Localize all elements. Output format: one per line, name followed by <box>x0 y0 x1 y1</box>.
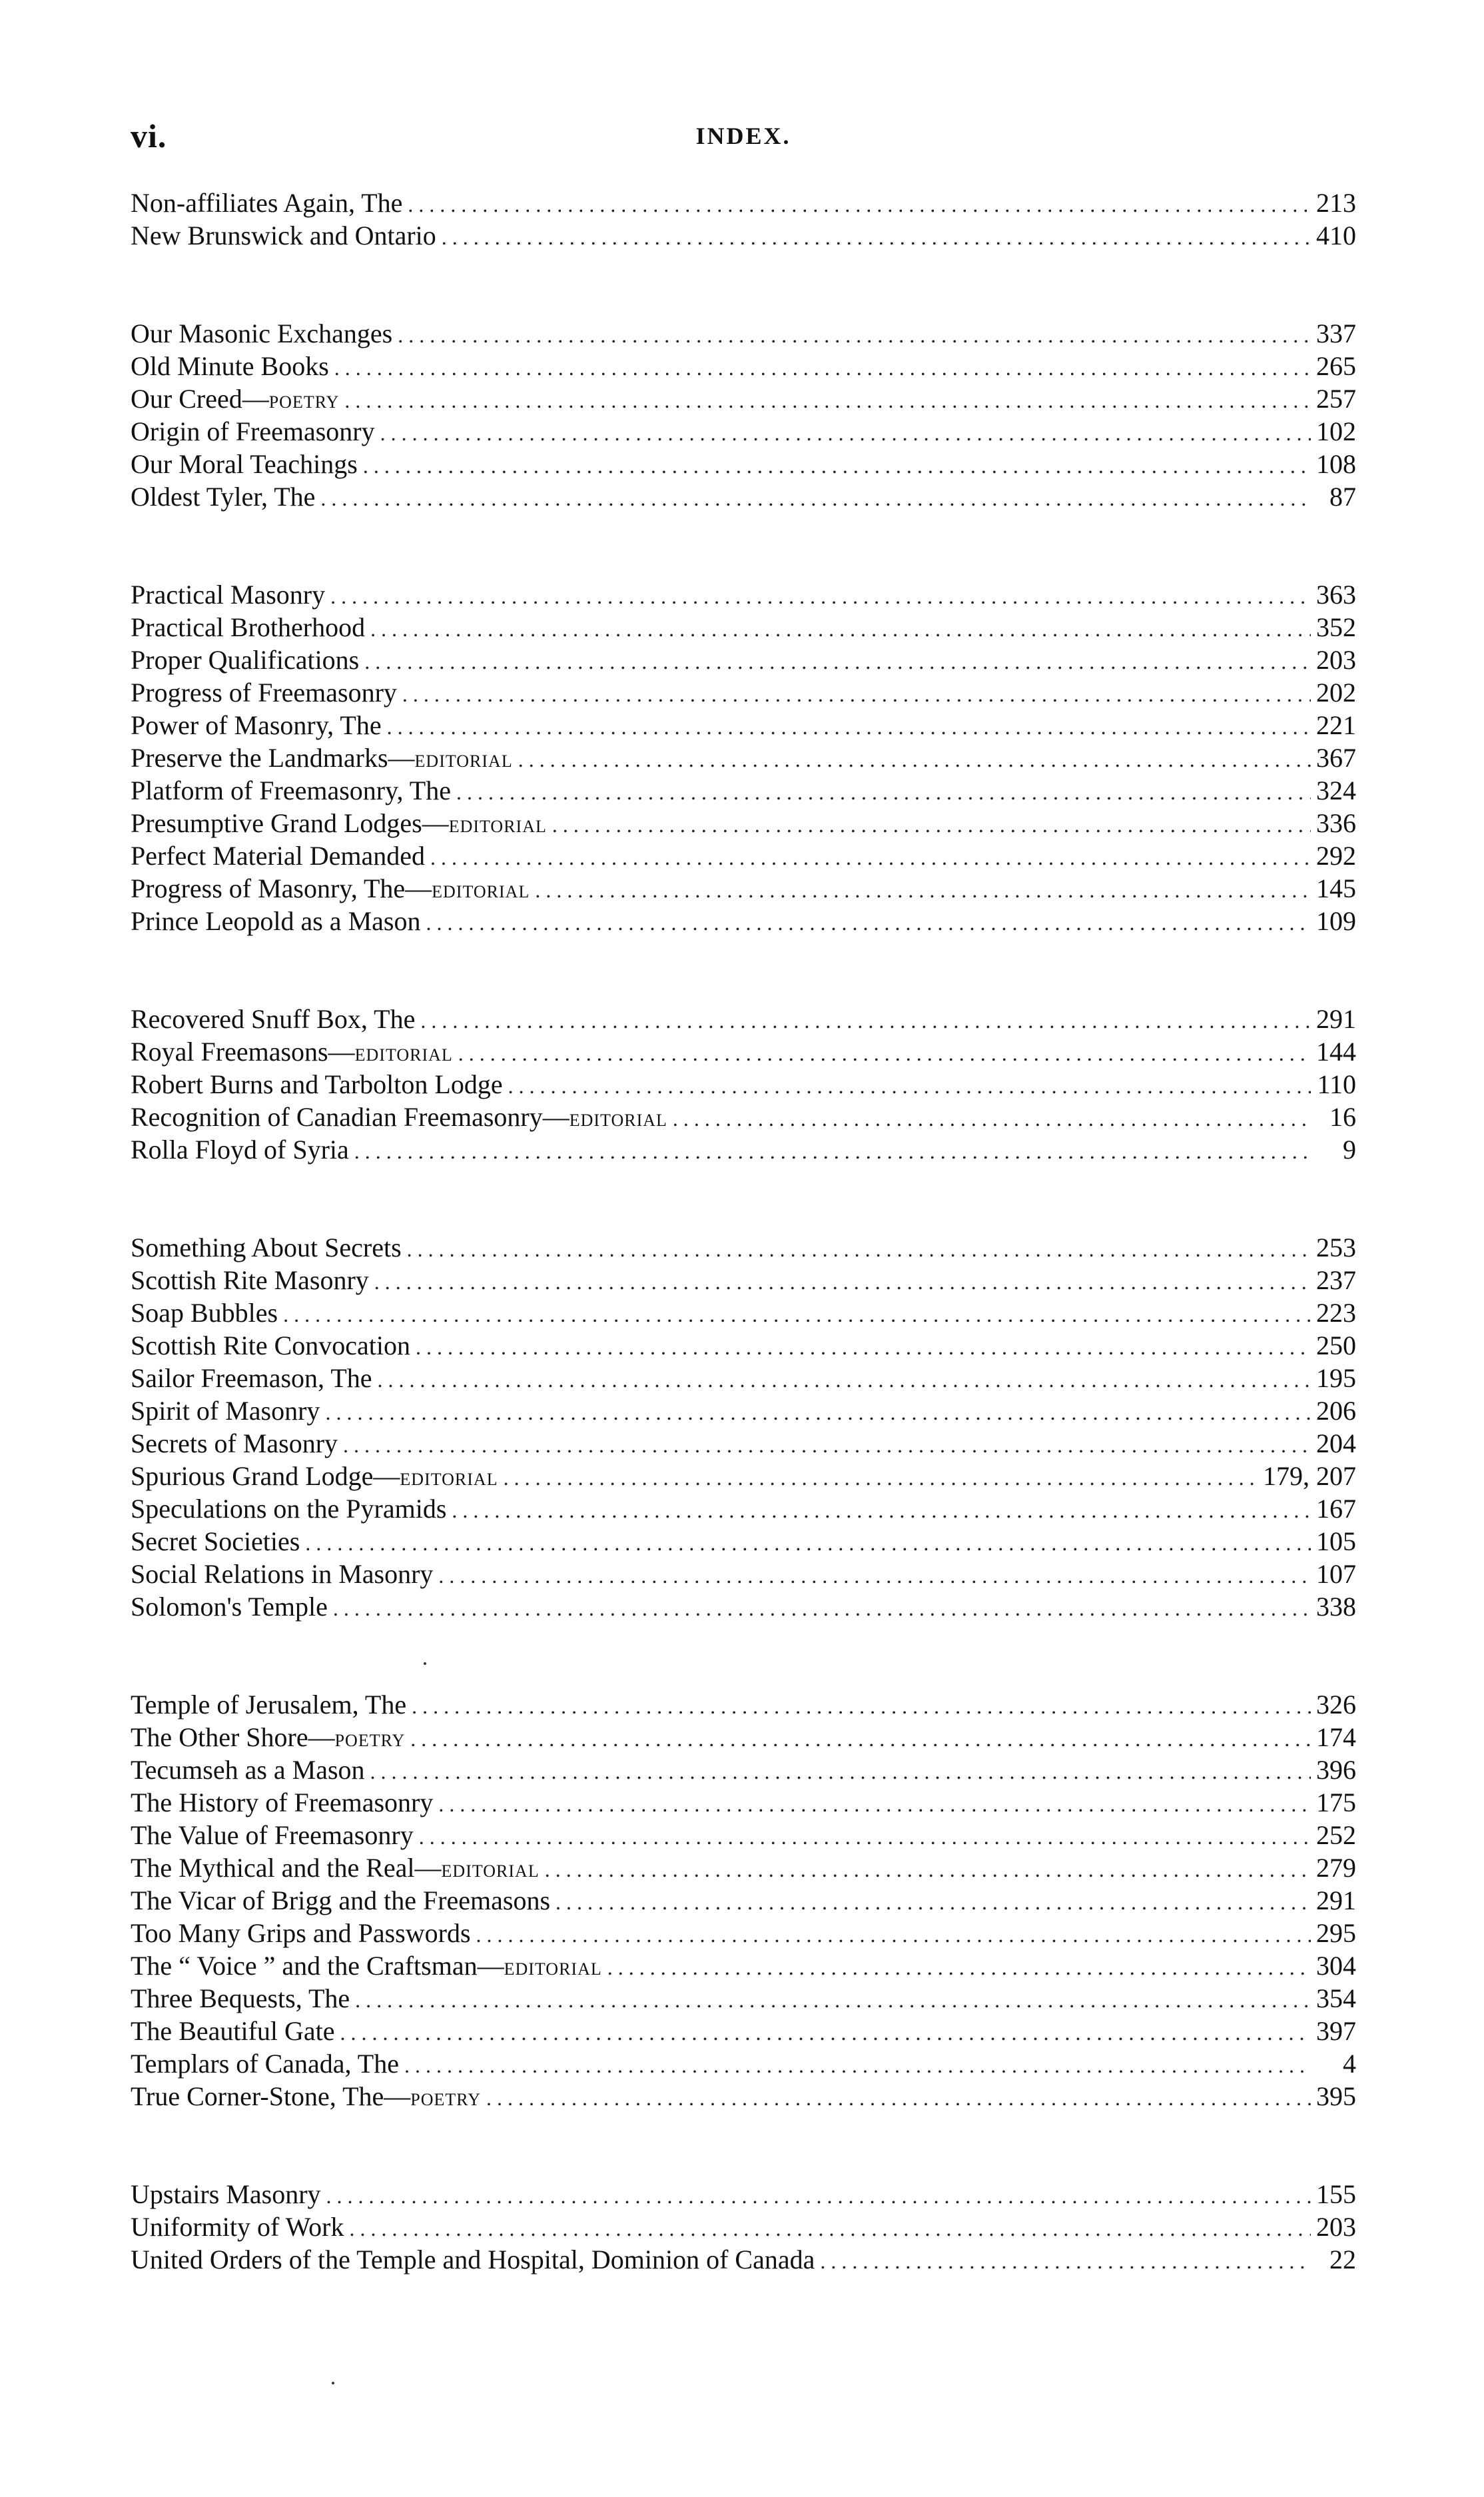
dot-leader <box>402 678 1311 711</box>
entry-title-text: Oldest Tyler, The <box>131 482 316 512</box>
entry-page-number: 324 <box>1316 775 1356 805</box>
index-entry <box>131 1101 1356 1133</box>
entry-page-number: 395 <box>1316 2081 1356 2111</box>
index-entry <box>131 1590 1356 1623</box>
entry-title <box>131 1884 550 1917</box>
entry-title-text: New Brunswick and Ontario <box>131 221 436 250</box>
entry-page-number: 410 <box>1316 221 1356 250</box>
entry-title-text: The History of Freemasonry <box>131 1787 434 1817</box>
entry-title-text: Recognition of Canadian Freemasonry <box>131 1102 543 1132</box>
entry-page-number: 291 <box>1316 1885 1356 1915</box>
entry-title-text: Rolla Floyd of Syria <box>131 1135 349 1165</box>
entry-title <box>131 1851 540 1887</box>
entry-page-number: 144 <box>1316 1037 1356 1067</box>
entry-title-text: Tecumseh as a Mason <box>131 1755 365 1785</box>
index-body <box>131 187 1356 2341</box>
index-entry <box>131 709 1356 742</box>
entry-title <box>131 1068 503 1101</box>
entry-page-number: 167 <box>1316 1494 1356 1524</box>
entry-tag: EDITORIAL <box>448 817 547 836</box>
entry-title <box>131 1296 278 1329</box>
entry-page-number: 253 <box>1316 1233 1356 1262</box>
entry-title-text: Power of Masonry, The <box>131 710 382 740</box>
index-section <box>131 578 1356 937</box>
entry-title <box>131 2047 399 2080</box>
entry-title-text: Robert Burns and Tarbolton Lodge <box>131 1069 503 1099</box>
entry-page-number: 292 <box>1316 841 1356 871</box>
index-entry <box>131 1949 1356 1982</box>
entry-title <box>131 2211 344 2243</box>
index-entry <box>131 187 1356 219</box>
entry-title <box>131 1819 414 1851</box>
dot-leader <box>556 1886 1311 1919</box>
dot-leader <box>412 1690 1311 1723</box>
dot-leader <box>673 1103 1311 1135</box>
index-entry <box>131 448 1356 480</box>
index-entry <box>131 1362 1356 1394</box>
entry-title-text: Spirit of Masonry <box>131 1396 320 1426</box>
entry-title-text: Uniformity of Work <box>131 2212 344 2242</box>
dot-leader <box>363 450 1311 482</box>
dot-leader <box>325 1396 1311 1429</box>
index-entry <box>131 1133 1356 1166</box>
entry-title <box>131 350 329 382</box>
entry-title-text: Perfect Material Demanded <box>131 841 426 871</box>
index-section <box>131 187 1356 252</box>
dot-leader <box>334 352 1311 384</box>
entry-title <box>131 1264 369 1296</box>
page-number: vi. <box>131 117 167 155</box>
index-entry <box>131 1688 1356 1721</box>
dot-leader <box>380 417 1311 450</box>
ink-speck <box>424 1662 426 1665</box>
entry-tag: EDITORIAL <box>569 1111 667 1130</box>
index-entry <box>131 578 1356 611</box>
entry-page-number: 195 <box>1316 1363 1356 1393</box>
dot-leader <box>354 1135 1311 1168</box>
entry-title-text: United Orders of the Temple and Hospital, Dominion of Canada <box>131 2245 815 2274</box>
entry-title <box>131 611 365 644</box>
dot-leader <box>535 874 1311 907</box>
entry-page-number: 16 <box>1329 1102 1356 1132</box>
dot-leader <box>420 1005 1311 1037</box>
dot-leader <box>305 1527 1311 1560</box>
index-entry <box>131 774 1356 807</box>
index-entry <box>131 676 1356 709</box>
index-entry <box>131 1068 1356 1101</box>
index-entry <box>131 905 1356 937</box>
entry-title <box>131 1101 667 1137</box>
dot-leader <box>438 1560 1311 1592</box>
entry-title-text: Sailor Freemason, The <box>131 1363 372 1393</box>
index-entry <box>131 1753 1356 1786</box>
entry-title <box>131 1133 349 1166</box>
index-entry <box>131 2080 1356 2113</box>
index-section <box>131 1003 1356 1166</box>
entry-page-number: 363 <box>1316 580 1356 610</box>
dot-leader <box>320 482 1311 515</box>
entry-page-number: 206 <box>1316 1396 1356 1426</box>
entry-title <box>131 1982 350 2015</box>
dot-leader <box>408 189 1311 221</box>
index-entry <box>131 2243 1356 2276</box>
entry-title-text: True Corner-Stone, The <box>131 2081 384 2111</box>
dot-leader <box>344 384 1311 417</box>
dot-leader <box>283 1298 1311 1331</box>
dot-leader <box>607 1951 1311 1984</box>
entry-title <box>131 1590 328 1623</box>
dot-leader <box>486 2082 1311 2115</box>
index-entry <box>131 1460 1356 1492</box>
index-entry <box>131 1982 1356 2015</box>
dot-leader <box>426 907 1311 939</box>
entry-page-number: 109 <box>1316 906 1356 936</box>
entry-dash: — <box>308 1722 335 1752</box>
entry-title <box>131 742 513 777</box>
entry-title-text: Progress of Masonry, The <box>131 873 406 903</box>
entry-title <box>131 774 451 807</box>
entry-title-text: Old Minute Books <box>131 351 329 381</box>
entry-title-text: Proper Qualifications <box>131 645 360 675</box>
entry-title <box>131 480 315 513</box>
entry-dash: — <box>242 384 269 414</box>
entry-title-text: Something About Secrets <box>131 1233 402 1262</box>
entry-title <box>131 1753 365 1786</box>
entry-title-text: Our Creed <box>131 384 242 414</box>
entry-tag: POETRY <box>268 392 340 412</box>
entry-title-text: Spurious Grand Lodge <box>131 1461 374 1491</box>
ink-speck <box>332 2382 334 2384</box>
index-entry <box>131 1003 1356 1035</box>
entry-dash: — <box>373 1461 400 1491</box>
entry-page-number: 221 <box>1316 710 1356 740</box>
entry-title-text: Royal Freemasons <box>131 1037 328 1067</box>
dot-leader <box>458 1037 1311 1070</box>
entry-title-text: The Vicar of Brigg and the Freemasons <box>131 1885 551 1915</box>
entry-title <box>131 415 375 448</box>
entry-tag: EDITORIAL <box>400 1470 498 1489</box>
dot-leader <box>820 2245 1311 2278</box>
entry-title-text: Secret Societies <box>131 1526 300 1556</box>
dot-leader <box>398 319 1311 352</box>
entry-page-number: 108 <box>1316 449 1356 479</box>
entry-page-number: 352 <box>1316 612 1356 642</box>
entry-title <box>131 2080 481 2116</box>
entry-title <box>131 1786 433 1819</box>
entry-title <box>131 1427 338 1460</box>
dot-leader <box>326 2180 1311 2213</box>
index-entry <box>131 1819 1356 1851</box>
entry-dash: — <box>414 1853 442 1883</box>
running-head <box>131 117 1356 157</box>
dot-leader <box>430 841 1311 874</box>
entry-title-text: The Beautiful Gate <box>131 2016 335 2046</box>
entry-page-number: 110 <box>1317 1069 1356 1099</box>
entry-title <box>131 1917 471 1949</box>
entry-page-number: 22 <box>1329 2245 1356 2274</box>
entry-title-text: Social Relations in Masonry <box>131 1559 434 1589</box>
entry-page-number: 203 <box>1316 645 1356 675</box>
index-entry <box>131 480 1356 513</box>
entry-title <box>131 1329 410 1362</box>
entry-title <box>131 1558 433 1590</box>
entry-title-text: Our Moral Teachings <box>131 449 358 479</box>
dot-leader <box>378 1364 1311 1396</box>
entry-title-text: Preserve the Landmarks <box>131 743 388 773</box>
entry-title-text: Our Masonic Exchanges <box>131 318 393 348</box>
entry-title <box>131 578 325 611</box>
entry-title <box>131 709 382 742</box>
index-section <box>131 1688 1356 2113</box>
entry-title <box>131 1362 372 1394</box>
entry-page-number: 354 <box>1316 1983 1356 2013</box>
dot-leader <box>340 2017 1311 2049</box>
entry-title-text: Practical Brotherhood <box>131 612 366 642</box>
entry-title-text: Three Bequests, The <box>131 1983 350 2013</box>
dot-leader <box>416 1331 1311 1364</box>
index-entry <box>131 382 1356 415</box>
entry-title <box>131 1949 602 1985</box>
dot-leader <box>419 1821 1311 1853</box>
index-section <box>131 1231 1356 1623</box>
entry-title <box>131 1460 498 1496</box>
entry-dash: — <box>542 1102 569 1132</box>
entry-page-number: 295 <box>1316 1918 1356 1948</box>
index-section <box>131 2178 1356 2276</box>
entry-title-text: Scottish Rite Convocation <box>131 1330 410 1360</box>
entry-title <box>131 1721 405 1757</box>
entry-page-number: 326 <box>1316 1690 1356 1720</box>
entry-page-number: 107 <box>1316 1559 1356 1589</box>
index-entry <box>131 644 1356 676</box>
entry-title-text: Templars of Canada, The <box>131 2049 399 2079</box>
dot-leader <box>349 2213 1311 2245</box>
entry-dash: — <box>328 1037 355 1067</box>
index-entry <box>131 2211 1356 2243</box>
dot-leader <box>508 1070 1311 1103</box>
entry-page-number: 155 <box>1316 2179 1356 2209</box>
entry-title <box>131 905 420 937</box>
entry-title <box>131 1492 446 1525</box>
index-entry <box>131 350 1356 382</box>
index-entry <box>131 1427 1356 1460</box>
dot-leader <box>476 1919 1311 1951</box>
entry-dash: — <box>422 808 449 838</box>
dot-leader <box>374 1266 1311 1298</box>
entry-title <box>131 1525 300 1558</box>
entry-title-text: The Value of Freemasonry <box>131 1820 414 1850</box>
entry-title <box>131 807 547 843</box>
index-entry <box>131 2015 1356 2047</box>
dot-leader <box>552 809 1311 841</box>
index-entry <box>131 317 1356 350</box>
entry-page-number: 4 <box>1343 2049 1356 2079</box>
dot-leader <box>438 1788 1311 1821</box>
entry-page-number: 250 <box>1316 1330 1356 1360</box>
entry-page-number: 265 <box>1316 351 1356 381</box>
entry-title <box>131 219 436 252</box>
dot-leader <box>370 1755 1311 1788</box>
entry-tag: EDITORIAL <box>354 1045 453 1065</box>
dot-leader <box>452 1494 1311 1527</box>
entry-title <box>131 644 359 676</box>
index-entry <box>131 1329 1356 1362</box>
entry-title-text: Solomon's Temple <box>131 1592 328 1622</box>
entry-title-text: Origin of Freemasonry <box>131 416 375 446</box>
entry-title-text: The “ Voice ” and the Craftsman <box>131 1951 478 1981</box>
entry-page-number: 87 <box>1329 482 1356 512</box>
index-entry <box>131 742 1356 774</box>
entry-page-number: 237 <box>1316 1265 1356 1295</box>
dot-leader <box>404 2049 1311 2082</box>
entry-page-number: 202 <box>1316 678 1356 708</box>
entry-title-text: Recovered Snuff Box, The <box>131 1004 416 1034</box>
index-section <box>131 317 1356 513</box>
entry-dash: — <box>388 743 415 773</box>
entry-title-text: Too Many Grips and Passwords <box>131 1918 471 1948</box>
entry-title <box>131 382 339 418</box>
entry-title <box>131 1688 406 1721</box>
dot-leader <box>330 580 1311 613</box>
index-entry <box>131 1296 1356 1329</box>
entry-title-text: Practical Masonry <box>131 580 326 610</box>
index-entry <box>131 1851 1356 1884</box>
entry-title-text: Presumptive Grand Lodges <box>131 808 422 838</box>
entry-title-text: Upstairs Masonry <box>131 2179 321 2209</box>
entry-page-number: 102 <box>1316 416 1356 446</box>
index-entry <box>131 1492 1356 1525</box>
dot-leader <box>343 1429 1311 1462</box>
entry-page-number: 257 <box>1316 384 1356 414</box>
index-entry <box>131 1394 1356 1427</box>
index-entry <box>131 219 1356 252</box>
entry-title <box>131 2243 815 2276</box>
entry-page-number: 223 <box>1316 1298 1356 1328</box>
entry-title-text: Progress of Freemasonry <box>131 678 397 708</box>
entry-title <box>131 2178 321 2211</box>
entry-page-number: 337 <box>1316 318 1356 348</box>
dot-leader <box>387 711 1311 744</box>
entry-tag: EDITORIAL <box>432 882 530 901</box>
entry-page-number: 105 <box>1316 1526 1356 1556</box>
entry-title <box>131 1394 320 1427</box>
index-entry <box>131 611 1356 644</box>
index-entry <box>131 2047 1356 2080</box>
entry-title <box>131 1035 453 1071</box>
entry-title-text: Platform of Freemasonry, The <box>131 775 451 805</box>
entry-title-text: Prince Leopold as a Mason <box>131 906 421 936</box>
entry-tag: EDITORIAL <box>414 751 513 771</box>
index-entry <box>131 807 1356 839</box>
entry-title <box>131 2015 335 2047</box>
entry-tag: POETRY <box>410 2090 481 2109</box>
entry-tag: EDITORIAL <box>441 1861 540 1881</box>
dot-leader <box>456 776 1311 809</box>
entry-title-text: Scottish Rite Masonry <box>131 1265 369 1295</box>
entry-title-text: Secrets of Masonry <box>131 1428 338 1458</box>
entry-title <box>131 1003 415 1035</box>
index-entry <box>131 415 1356 448</box>
entry-title <box>131 448 358 480</box>
entry-dash: — <box>384 2081 411 2111</box>
entry-page-number: 204 <box>1316 1428 1356 1458</box>
dot-leader <box>407 1233 1311 1266</box>
entry-tag: EDITORIAL <box>504 1959 602 1979</box>
entry-page-number: 179, 207 <box>1263 1461 1356 1491</box>
entry-dash: — <box>405 873 432 903</box>
dot-leader <box>355 1984 1311 2017</box>
entry-page-number: 367 <box>1316 743 1356 773</box>
index-entry <box>131 1035 1356 1068</box>
entry-tag: POETRY <box>334 1731 406 1750</box>
entry-title <box>131 187 402 219</box>
entry-page-number: 203 <box>1316 2212 1356 2242</box>
dot-leader <box>442 221 1311 254</box>
dot-leader <box>504 1462 1258 1494</box>
entry-title <box>131 872 530 908</box>
entry-title-text: Non-affiliates Again, The <box>131 188 403 218</box>
entry-title-text: The Other Shore <box>131 1722 308 1752</box>
entry-title-text: Temple of Jerusalem, The <box>131 1690 407 1720</box>
entry-dash: — <box>477 1951 504 1981</box>
entry-title-text: Soap Bubbles <box>131 1298 278 1328</box>
entry-title <box>131 676 397 709</box>
index-entry <box>131 1786 1356 1819</box>
entry-page-number: 9 <box>1343 1135 1356 1165</box>
dot-leader <box>410 1723 1311 1755</box>
entry-title <box>131 1231 402 1264</box>
dot-leader <box>518 744 1311 776</box>
dot-leader <box>333 1592 1311 1625</box>
entry-page-number: 175 <box>1316 1787 1356 1817</box>
index-entry <box>131 2178 1356 2211</box>
entry-page-number: 279 <box>1316 1853 1356 1883</box>
index-entry <box>131 872 1356 905</box>
index-entry <box>131 1884 1356 1917</box>
entry-title <box>131 317 392 350</box>
index-entry <box>131 1525 1356 1558</box>
entry-page-number: 252 <box>1316 1820 1356 1850</box>
entry-title-text: The Mythical and the Real <box>131 1853 415 1883</box>
entry-page-number: 396 <box>1316 1755 1356 1785</box>
index-entry <box>131 1264 1356 1296</box>
page-title: INDEX. <box>695 123 791 149</box>
entry-page-number: 174 <box>1316 1722 1356 1752</box>
entry-title-text: Speculations on the Pyramids <box>131 1494 447 1524</box>
entry-page-number: 304 <box>1316 1951 1356 1981</box>
entry-page-number: 397 <box>1316 2016 1356 2046</box>
entry-page-number: 338 <box>1316 1592 1356 1622</box>
dot-leader <box>370 613 1311 646</box>
dot-leader <box>364 646 1311 678</box>
entry-page-number: 291 <box>1316 1004 1356 1034</box>
index-entry <box>131 1231 1356 1264</box>
index-entry <box>131 839 1356 872</box>
entry-page-number: 213 <box>1316 188 1356 218</box>
index-entry <box>131 1917 1356 1949</box>
entry-page-number: 336 <box>1316 808 1356 838</box>
dot-leader <box>545 1853 1311 1886</box>
index-entry <box>131 1721 1356 1753</box>
entry-page-number: 145 <box>1316 873 1356 903</box>
index-entry <box>131 1558 1356 1590</box>
entry-title <box>131 839 425 872</box>
